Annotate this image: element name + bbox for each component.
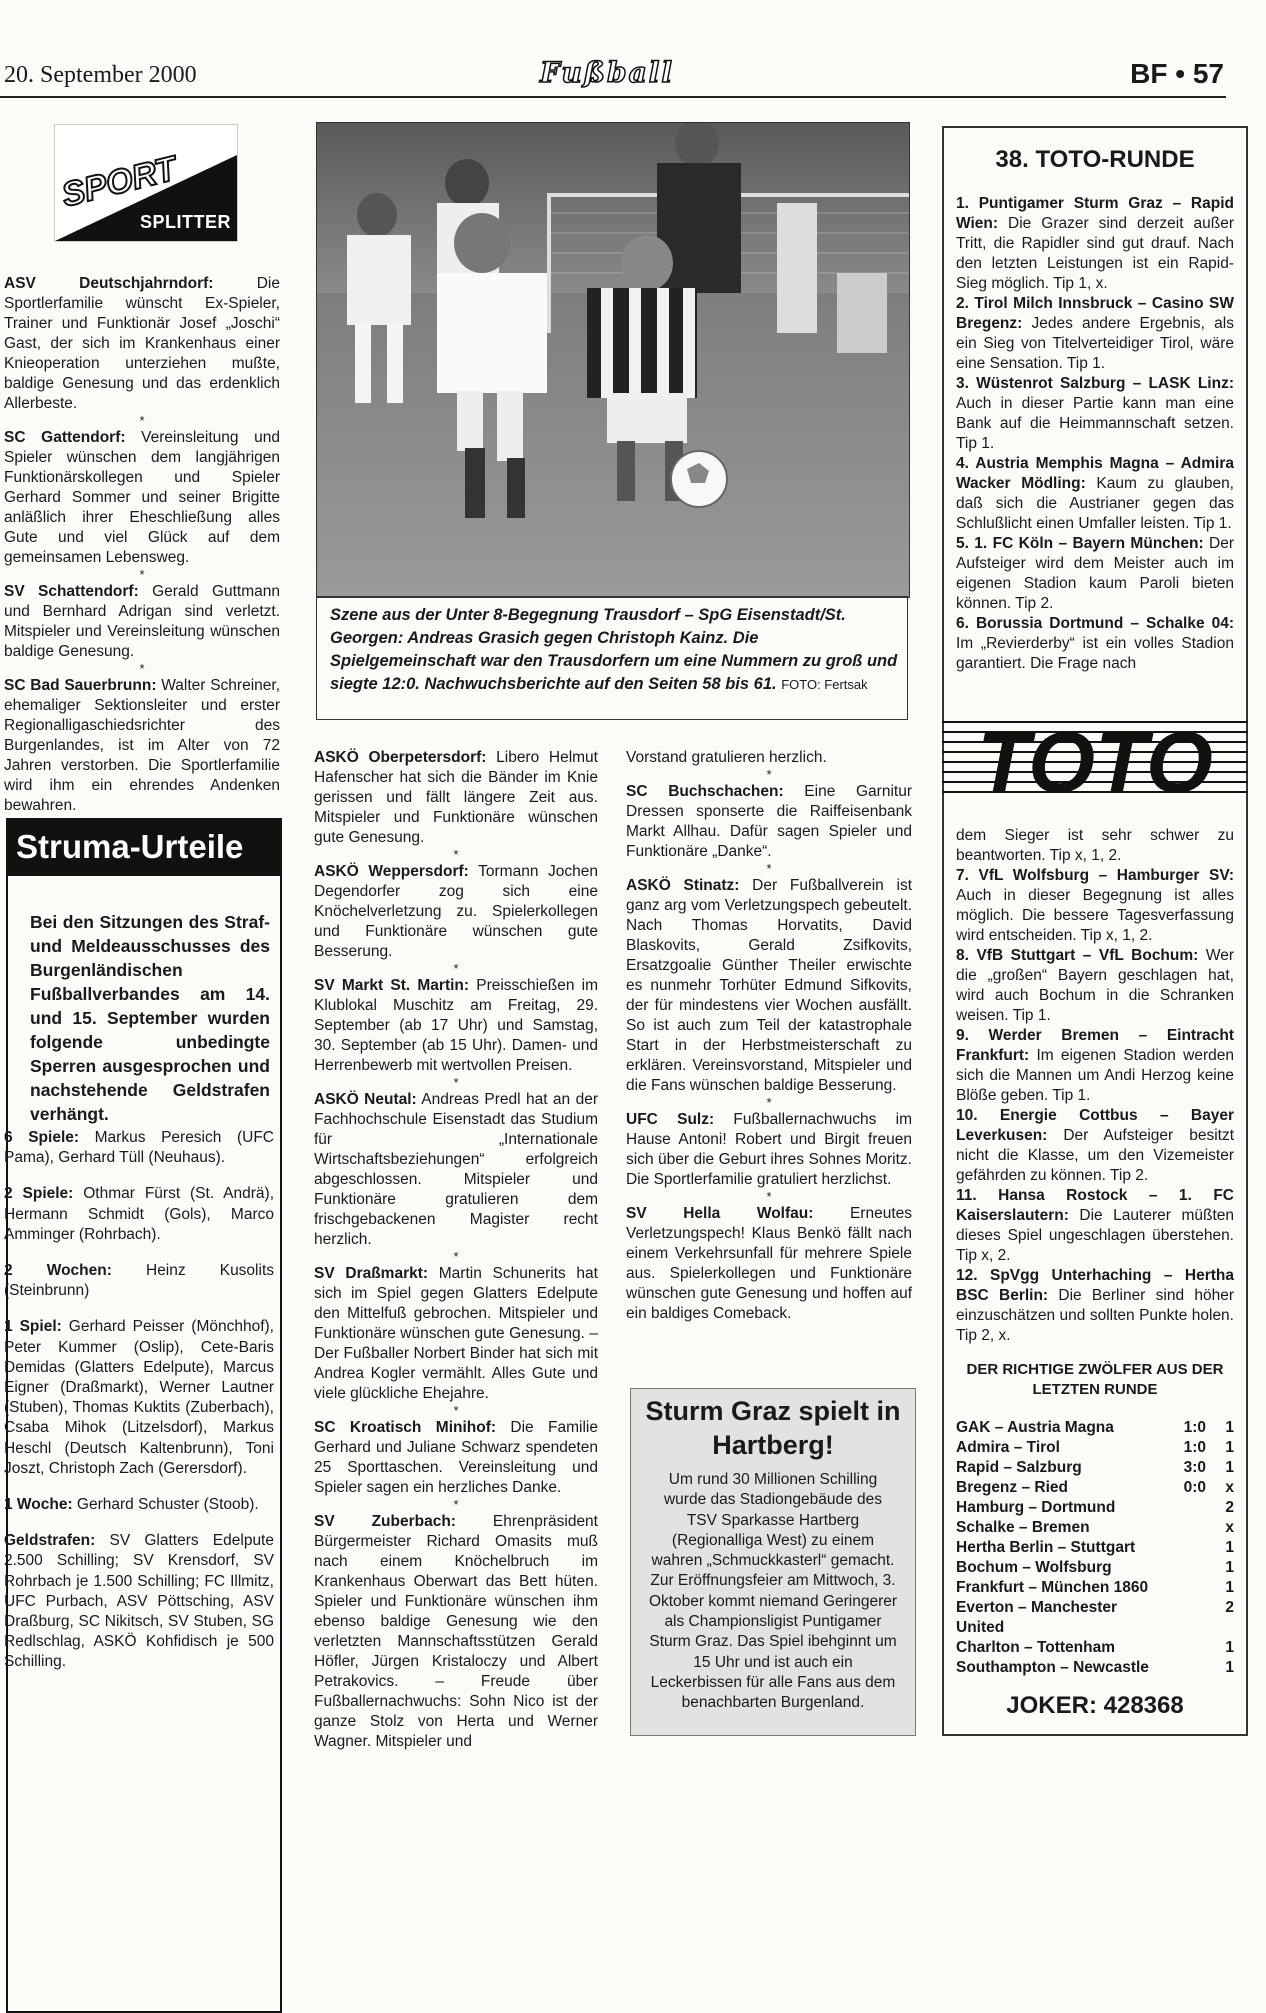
result-score: 1:0 [1183, 1439, 1206, 1456]
news-item [626, 782, 912, 862]
item-text: Preisschießen im Klublokal Muschitz am Freitag, 29. September (ab 17 Uhr) und Samstag, 30. September (ab 15 Uhr). Damen- und Herrenbewerb mit wertvollen Preisen. [314, 977, 598, 1074]
item-text: Eine Garnitur Dressen sponserte die Raiffeisenbank Markt Allhau. Dafür sagen Spieler und Funktionäre „Danke“. [626, 783, 912, 860]
item-separator: * [453, 847, 459, 862]
struma-list [4, 1128, 274, 1673]
news-item [956, 946, 1234, 1026]
item-heading: 2 Wochen: [4, 1262, 112, 1280]
news-item [626, 876, 912, 1096]
item-text: Die Berliner sind höher einzuschätzen und sollten Punkte holen. Tip 2, x. [956, 1287, 1234, 1344]
item-heading: SV Draßmarkt: [314, 1265, 429, 1282]
item-heading: SC Bad Sauerbrunn: [4, 677, 157, 694]
news-item [956, 1106, 1234, 1186]
item-heading: SC Gattendorf: [4, 429, 126, 446]
struma-intro: Bei den Sitzungen des Straf- und Meldeausschusses des Burgenländischen Fußballverbandes am 14. und 15. September wurden folgende unbedingte Sperren ausgesprochen und nachstehende Geldstrafen verhängt. [30, 912, 270, 1124]
item-text: Tormann Jochen Degendorfer zog sich eine Knöchelverletzung zu. Spielerkollegen und Funktionäre wünschen gute Besserung. [314, 863, 599, 960]
item-text: Gerhard Schuster (Stoob). [72, 1496, 259, 1514]
item-text: Die Lauterer müßten dieses Spiel ungeschlagen überstehen. Tip x, 2. [956, 1207, 1234, 1264]
item-heading: 8. VfB Stuttgart – VfL Bochum: [956, 947, 1199, 964]
result-match: Rapid – Salzburg [956, 1459, 1082, 1476]
news-item [956, 1266, 1234, 1346]
item-heading: 5. 1. FC Köln – Bayern München: [956, 535, 1204, 552]
result-score [1166, 1538, 1206, 1558]
result-tip: 1 [1225, 1439, 1234, 1456]
news-item [956, 1186, 1234, 1266]
result-tip: 1 [1225, 1579, 1234, 1596]
item-text: Auch in dieser Partie kann man eine Bank auf die Heimmannschaft setzen. Tip 1. [956, 395, 1234, 452]
result-score: 1:0 [1183, 1419, 1206, 1436]
item-text: Auch in dieser Begegnung ist alles möglich. Die bessere Tagesverfassung wird entscheiden. Tip x, 1, 2. [956, 887, 1234, 944]
result-row [956, 1638, 1234, 1658]
news-item [4, 676, 280, 816]
news-item [4, 274, 280, 414]
item-text: Erneutes Verletzungspech! Klaus Benkö fällt nach einem Verkehrsunfall für mehrere Spiele aus. Spielerkollegen und Funktionäre wünschen gute Genesung und hoffen auf ein baldiges Comeback. [626, 1205, 912, 1322]
news-item [4, 1184, 274, 1245]
item-text: Heinz Kusolits (Steinbrunn) [4, 1262, 274, 1300]
item-text: Ehrenpräsident Bürgermeister Richard Omasits muß nach einem Knöchelbruch im Krankenhaus Oberwart das Bett hüten. Spieler und Funktionäre wünschen ihm ebenso baldige Genesung wie den verletzten Mannschaftsstützen Gerald Höfler, Jürgen Kristaloczy und Albert Petrakovics. – Freude über Fußballernachwuchs: Sohn Nico ist der ganze Stolz von Herta und Werner Wagner. Mitspieler und [314, 1513, 598, 1750]
result-match: Frankfurt – München 1860 [956, 1579, 1149, 1596]
item-heading: SV Zuberbach: [314, 1513, 456, 1530]
news-item [956, 194, 1234, 294]
news-item [314, 862, 598, 962]
item-text: Martin Schunerits hat sich im Spiel gegen Glatters Edelpute den Mittelfuß gebrochen. Mitspieler und Funktionäre wünschen gute Genesung. – Der Fußballer Norbert Binder hat sich mit Andrea Kogler vermählt. Alles Gute und viele glückliche Ehejahre. [314, 1265, 598, 1402]
item-text: Fußballernachwuchs im Hause Antoni! Robert und Birgit freuen sich über die Geburt ihres Sohnes Moritz. Die Sportlerfamilie gratuliert herzlichst. [626, 1111, 913, 1188]
item-text: Libero Helmut Hafenscher hat sich die Bänder im Knie gerissen und fällt längere Zeit aus. Mitspieler und Funktionäre wünschen gute Genesung. [314, 749, 598, 846]
item-separator: * [453, 961, 459, 976]
result-match: Bochum – Wolfsburg [956, 1559, 1112, 1576]
section-title: Fußball [540, 56, 675, 89]
item-heading: ASKÖ Weppersdorf: [314, 863, 469, 880]
result-match: Bregenz – Ried [956, 1479, 1068, 1496]
result-score [1166, 1638, 1206, 1658]
item-text: Der Fußballverein ist ganz arg vom Verletzungspech gebeutelt. Nach Thomas Horvatits, David Blaskovits, Gerald Zsifkovits, Ersatzgoalie Günther Theiler erwischte es nunmehr Torhüter Edmund Sifkovits, der für mindestens vier Wochen ausfällt. So ist auch zum Teil der katastrophale Start in der Herbstmeisterschaft zu erklären. Vereinsvorstand, Mitspieler und die Fans wünschen baldige Besserung. [626, 877, 912, 1094]
news-item [956, 374, 1234, 454]
result-row [956, 1518, 1234, 1538]
struma-title: Struma-Urteile [6, 818, 282, 876]
result-row [956, 1458, 1234, 1478]
item-heading: 3. Wüstenrot Salzburg – LASK Linz: [956, 375, 1234, 392]
right-news-column [626, 748, 912, 1324]
item-separator: * [766, 767, 772, 782]
result-tip: 1 [1225, 1559, 1234, 1576]
item-separator: * [139, 567, 145, 582]
news-item [956, 866, 1234, 946]
result-score: 0:0 [1183, 1479, 1206, 1496]
result-tip: 1 [1225, 1539, 1234, 1556]
item-text: Gerald Guttmann und Bernhard Adrigan sind verletzt. Mitspieler und Vereinsleitung wünschen baldige Genesung. [4, 583, 281, 660]
news-item [314, 976, 598, 1076]
result-match: Charlton – Tottenham [956, 1639, 1116, 1656]
toto-tips-part2 [956, 826, 1234, 1346]
item-separator: * [453, 1075, 459, 1090]
logo-splitter-text: SPLITTER [139, 212, 231, 232]
item-text: Jedes andere Ergebnis, als ein Sieg von Titelverteidiger Tirol, wäre eine Sensation. Tip 1. [956, 315, 1234, 372]
toto-banner [942, 708, 1248, 810]
logo-sport-text: SPORT [58, 149, 181, 215]
toto-round-title: 38. TOTO-RUNDE [995, 146, 1195, 173]
page-number: BF • 57 [1130, 58, 1224, 89]
result-row [956, 1578, 1234, 1598]
toto-tips-part1 [956, 194, 1234, 674]
result-row [956, 1438, 1234, 1458]
result-row [956, 1478, 1234, 1498]
item-heading: 1 Woche: [4, 1496, 73, 1514]
result-row [956, 1498, 1234, 1518]
item-text: Walter Schreiner, ehemaliger Sektionsleiter und erster Regionalligaschiedsrichter des Burgenlandes, ist im Alter von 72 Jahren verstorben. Die Sportlerfamilie wird ihm ein ehrendes Andenken bewahren. [4, 677, 280, 814]
item-heading: UFC Sulz: [626, 1111, 715, 1128]
result-row [956, 1658, 1234, 1678]
result-tip: x [1225, 1519, 1234, 1536]
result-match: Everton – Manchester United [956, 1599, 1118, 1636]
news-item [626, 748, 912, 768]
item-heading: 11. Hansa Rostock – 1. FC Kaiserslautern: [956, 1187, 1234, 1224]
news-item [626, 1110, 912, 1190]
joker-number: JOKER: 428368 [1006, 1692, 1184, 1719]
result-tip: 2 [1225, 1599, 1234, 1616]
item-heading: SV Schattendorf: [4, 583, 139, 600]
result-score [1166, 1578, 1206, 1598]
item-text: dem Sieger ist sehr schwer zu beantworten. Tip x, 1, 2. [956, 827, 1234, 864]
item-heading: 6 Spiele: [4, 1129, 80, 1146]
news-item [626, 1204, 912, 1324]
result-score [1166, 1598, 1206, 1638]
item-text: Im eigenen Stadion werden sich die Mannen um Andi Herzog keine Blöße geben. Tip 1. [956, 1047, 1234, 1104]
header-rule [0, 96, 1226, 98]
item-heading: SV Hella Wolfau: [626, 1205, 814, 1222]
item-text: Gerhard Peisser (Mönchhof), Peter Kummer (Oslip), Cete-Baris Demidas (Glatters Edelpute), Marcus Eigner (Draßmarkt), Werner Lautner (Stuben), Thomas Kuktits (Zuberbach), Csaba Mihok (Litzelsdorf), Markus Heschl (Deutsch Kaltenbrunn), Toni Joszt, Christoph Zach (Gerersdorf). [4, 1318, 274, 1477]
result-match: Schalke – Bremen [956, 1519, 1090, 1536]
result-match: Southampton – Newcastle [956, 1659, 1149, 1676]
item-separator: * [139, 661, 145, 676]
item-heading: 9. Werder Bremen – Eintracht Frankfurt: [956, 1027, 1234, 1064]
news-item [4, 1128, 274, 1168]
item-text: Othmar Fürst (St. Andrä), Hermann Schmidt (Gols), Marco Amminger (Rohrbach). [4, 1185, 275, 1243]
item-heading: SC Kroatisch Minihof: [314, 1419, 497, 1436]
news-item [314, 1512, 598, 1752]
item-text: Andreas Predl hat an der Fachhochschule Eisenstadt das Studium für „Internationale Wirtschaftsbeziehungen“ erfolgreich abgeschlossen. Mitspieler und Funktionäre gratulieren dem frischgebackenen Magister recht herzlich. [314, 1091, 598, 1248]
item-text: Der Aufsteiger besitzt nicht die Klasse, um den Vizemeister gefährden zu können. Tip 2. [956, 1127, 1234, 1184]
result-tip: 1 [1225, 1639, 1234, 1656]
news-item [956, 826, 1234, 866]
item-heading: ASV Deutschjahrndorf: [4, 275, 214, 292]
result-tip: 1 [1225, 1459, 1234, 1476]
photo-illustration [317, 123, 909, 597]
youth-match-photo [316, 122, 910, 598]
news-item [314, 1090, 598, 1250]
item-heading: 7. VfL Wolfsburg – Hamburger SV: [956, 867, 1234, 884]
sturm-graz-body: Um rund 30 Millionen Schilling wurde das Stadiongebäude des TSV Sparkasse Hartberg (Regionalliga West) zu einem wahren „Schmuckkasterl“ gemacht. Zur Eröffnungsfeier am Mittwoch, 3. Oktober kommt niemand Geringerer als Championsligist Puntigamer Sturm Graz. Das Spiel ibehginnt um 15 Uhr und ist auch ein Leckerbissen für alle Fans aus dem benachbarten Burgenland. [648, 1471, 898, 1712]
news-item [4, 1531, 274, 1672]
item-text: Die Familie Gerhard und Juliane Schwarz spendeten 25 Sporttaschen. Vereinsleitung und Spieler sagen ein herzliches Danke. [314, 1419, 598, 1496]
result-tip: 2 [1225, 1499, 1234, 1516]
item-text: Im „Revierderby“ ist ein volles Stadion garantiert. Die Frage nach [956, 635, 1234, 672]
sport-splitter-logo [54, 124, 238, 242]
results-heading: DER RICHTIGE ZWÖLFER AUS DER LETZTEN RUNDE [966, 1361, 1224, 1398]
item-separator: * [766, 861, 772, 876]
toto-banner-text: TOTO [977, 715, 1213, 810]
result-score [1166, 1498, 1206, 1518]
item-heading: 6. Borussia Dortmund – Schalke 04: [956, 615, 1234, 632]
item-heading: ASKÖ Oberpetersdorf: [314, 749, 487, 766]
result-tip: x [1225, 1479, 1234, 1496]
result-score [1166, 1658, 1206, 1678]
news-item [4, 428, 280, 568]
result-tip: 1 [1225, 1659, 1234, 1676]
result-match: Admira – Tirol [956, 1439, 1060, 1456]
result-score [1166, 1558, 1206, 1578]
item-text: Markus Peresich (UFC Pama), Gerhard Tüll (Neuhaus). [4, 1129, 274, 1167]
caption-text: Szene aus der Unter 8-Begegnung Trausdorf – SpG Eisenstadt/St. Georgen: Andreas Grasich gegen Christoph Kainz. Die Spielgemeinschaft war den Trausdorfern um eine Nummern zu groß und siegte 12:0. Nachwuchsberichte auf den Seiten 58 bis 61. [330, 606, 898, 693]
item-heading: SC Buchschachen: [626, 783, 784, 800]
photo-caption [330, 604, 900, 696]
news-item [4, 1495, 274, 1515]
item-separator: * [766, 1095, 772, 1110]
item-separator: * [453, 1403, 459, 1418]
item-text: Wer die „großen“ Bayern geschlagen hat, wird auch Bochum in die Schranken weisen. Tip 1. [956, 947, 1234, 1024]
result-match: Hertha Berlin – Stuttgart [956, 1539, 1136, 1556]
item-text: Die Sportlerfamilie wünscht Ex-Spieler, Trainer und Funktionär Josef „Joschi“ Gast, der sich im Krankenhaus einer Knieoperation unterziehen mußte, baldige Genesung und das erdenklich Allerbeste. [4, 275, 280, 412]
item-heading: 1. Puntigamer Sturm Graz – Rapid Wien: [956, 195, 1234, 232]
item-text: Vorstand gratulieren herzlich. [626, 749, 827, 766]
item-heading: 12. SpVgg Unterhaching – Hertha BSC Berlin: [956, 1267, 1234, 1304]
toto-banner-graphic [942, 708, 1248, 810]
item-heading: 1 Spiel: [4, 1318, 62, 1336]
item-heading: 10. Energie Cottbus – Bayer Leverkusen: [956, 1107, 1234, 1144]
result-row [956, 1598, 1234, 1638]
item-separator: * [453, 1497, 459, 1512]
item-heading: ASKÖ Stinatz: [626, 877, 740, 894]
sturm-graz-title: Sturm Graz spielt in Hartberg! [645, 1396, 901, 1460]
news-item [4, 582, 280, 662]
news-item [314, 748, 598, 848]
item-heading: 2. Tirol Milch Innsbruck – Casino SW Bregenz: [956, 295, 1234, 332]
result-score [1166, 1518, 1206, 1538]
item-heading: Geldstrafen: [4, 1532, 96, 1550]
item-heading: SV Markt St. Martin: [314, 977, 470, 994]
news-item [314, 1264, 598, 1404]
item-text: Kaum zu glauben, daß sich die Austrianer gegen das Schlußlicht einen Umfaller leisten. Tip 1. [956, 475, 1234, 532]
result-match: GAK – Austria Magna [956, 1419, 1114, 1436]
news-item [4, 1261, 274, 1301]
result-row [956, 1418, 1234, 1438]
item-text: Die Grazer sind derzeit außer Tritt, die Rapidler sind gut drauf. Nach den letzten Leistungen ist ein Rapid-Sieg möglich. Tip 1, x. [956, 215, 1234, 292]
news-item [956, 614, 1234, 674]
item-separator: * [139, 413, 145, 428]
item-heading: 4. Austria Memphis Magna – Admira Wacker Mödling: [956, 455, 1234, 492]
news-item [956, 1026, 1234, 1106]
middle-news-column [314, 748, 598, 1752]
result-tip: 1 [1225, 1419, 1234, 1436]
item-text: Der Aufsteiger wird dem Meister auch im eigenen Stadion kaum Paroli bieten können. Tip 2. [956, 535, 1234, 612]
item-heading: 2 Spiele: [4, 1185, 74, 1203]
item-text: Vereinsleitung und Spieler wünschen dem langjährigen Funktionärskollegen und Spieler Gerhard Sommer und seiner Brigitte anläßlich ihrer Eheschließung alles Gute und viel Glück auf dem gemeinsamen Lebensweg. [4, 429, 280, 566]
news-item [956, 294, 1234, 374]
result-row [956, 1558, 1234, 1578]
result-score: 3:0 [1183, 1459, 1206, 1476]
item-separator: * [453, 1249, 459, 1264]
item-separator: * [766, 1189, 772, 1204]
results-table [956, 1418, 1234, 1678]
result-match: Hamburg – Dortmund [956, 1499, 1116, 1516]
news-item [314, 1418, 598, 1498]
photo-credit: FOTO: Fertsak [781, 677, 868, 692]
news-item [956, 534, 1234, 614]
item-text: SV Glatters Edelpute 2.500 Schilling; SV Krensdorf, SV Rohrbach je 1.500 Schilling; FC Illmitz, UFC Purbach, ASV Pöttsching, ASV Draßburg, SC Nikitsch, SV Stuben, SG Redlschlag, ASKÖ Kohfidisch je 500 Schilling. [4, 1532, 274, 1671]
news-item [4, 1317, 274, 1479]
issue-date: 20. September 2000 [4, 62, 197, 88]
left-news-column [4, 274, 280, 816]
news-item [956, 454, 1234, 534]
item-heading: ASKÖ Neutal: [314, 1091, 417, 1108]
result-row [956, 1538, 1234, 1558]
